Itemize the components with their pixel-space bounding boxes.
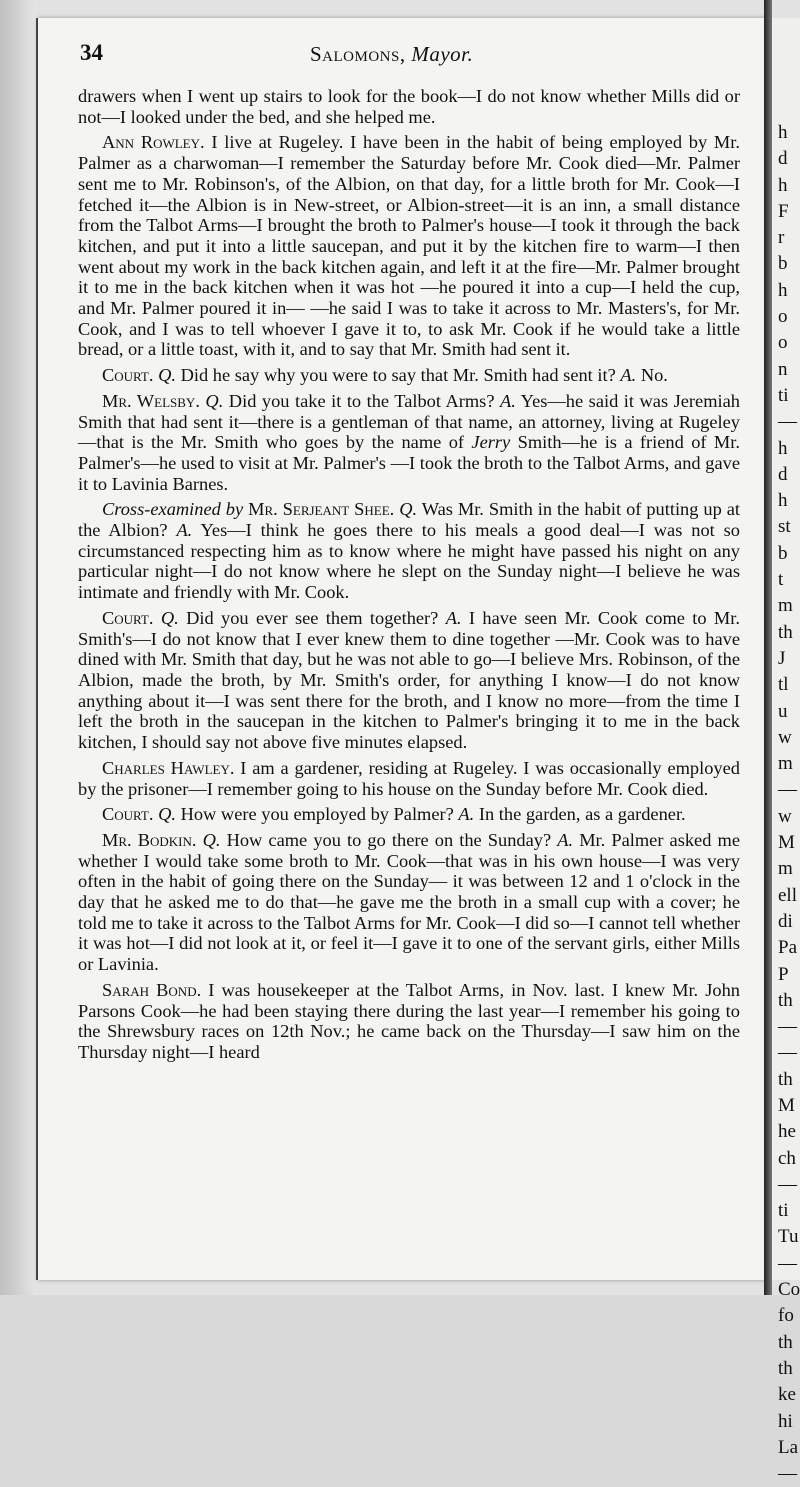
adjacent-page-fragments (772, 120, 800, 1487)
book-gutter-shadow (764, 0, 772, 1295)
adjacent-page-fragment: — (778, 1016, 797, 1038)
question-marker: Q. (160, 607, 179, 628)
adjacent-page-fragment: u (778, 700, 788, 722)
book-spine-edge (0, 0, 36, 1295)
answer-text: Yes—he said it was Jeremiah Smith that had sent it—there is a gentleman of that name, an attorney, living at Rugeley—that is the Mr. Smith who goes by the name of (78, 390, 740, 453)
paragraph-text: I am a gardener, residing at Rugeley. I was occasionally employed by the prisoner—I remember going to his house on the Sunday before Mr. Cook died. (78, 757, 740, 799)
speaker-name: Mr. Welsby. (102, 390, 200, 411)
running-head (310, 42, 473, 67)
running-head-name: Salomons, (310, 42, 406, 66)
speaker-name: Mr. Bodkin. (102, 829, 197, 850)
adjacent-page-fragment: hi (778, 1410, 793, 1432)
adjacent-page-fragment: ch (778, 1147, 796, 1169)
question-text: Was Mr. Smith in the habit of putting up at the Albion? (78, 499, 740, 541)
cross-examined-lead: Cross-examined by (102, 499, 244, 520)
paragraph (78, 980, 740, 1063)
question-marker: Q. (205, 390, 224, 411)
answer-marker: A. (445, 607, 462, 628)
adjacent-page-fragment: d (778, 463, 788, 485)
adjacent-page-fragment: F (778, 200, 789, 222)
adjacent-page-fragment: — (778, 779, 797, 801)
adjacent-page-fragment: M (778, 832, 795, 854)
adjacent-page-fragment: J (778, 647, 786, 669)
adjacent-page-fragment: b (778, 542, 788, 564)
answer-marker: A. (458, 804, 475, 825)
adjacent-page-fragment: th (778, 1331, 793, 1353)
paragraph (78, 86, 740, 127)
adjacent-page-fragment: Co (778, 1279, 800, 1301)
answer-marker: A. (557, 829, 574, 850)
paragraph-text: I live at Rugeley. I have been in the habit of being employed by Mr. Palmer as a charwoman—I remember the Saturday before Mr. Cook died—Mr. Palmer sent me to Mr. Robinson's, of the Albion, on that day, for a little broth for Mr. Cook—I fetched it—the Albion is in New-street, or Albion-street—it is an inn, a small distance from the Talbot Arms—I brought the broth to Palmer's house—I took it through the back kitchen, and put it into a little saucepan, and put it by the kitchen fire to warm—I then went about my work in the back kitchen again, and left it at the fire—Mr. Palmer brought it to me in the back kitchen when it was hot —he poured it into a cup—I held the cup, and Mr. Palmer poured it in— —he said I was to take it across to Mr. Masters's, for Mr. Cook, and I was to tell whoever I gave it to, to ask Mr. Cook if he would take a little bread, or a little toast, with it, and to say that Mr. Smith had sent it. (78, 132, 740, 360)
question-text: Did he say why you were to say that Mr. Smith had sent it? (175, 365, 616, 386)
adjacent-page-fragment: m (778, 753, 793, 775)
adjacent-page-fragment: th (778, 621, 793, 643)
adjacent-page-fragment: th (778, 1357, 793, 1379)
adjacent-page-fragment: ke (778, 1384, 796, 1406)
adjacent-page-fragment: — (778, 1252, 797, 1274)
answer-text-continued: Smith—he is a friend of Mr. Palmer's—he used to visit at Mr. Palmer's —I took the broth to the Talbot Arms, and gave it to Lavinia Barnes. (78, 432, 740, 494)
speaker-name: Court. (102, 804, 154, 825)
speaker-name: Sarah Bond. (102, 979, 202, 1000)
speaker-name: Charles Hawley. (102, 757, 235, 778)
page-number: 34 (80, 40, 103, 65)
question-text: How were you employed by Palmer? (175, 804, 454, 825)
paragraph (78, 391, 740, 495)
adjacent-page-fragment: La (778, 1436, 799, 1458)
answer-text: I have seen Mr. Cook come to Mr. Smith's—I do not know that I ever knew them to dine together —Mr. Cook was to have dined with Mr. Smith that day, but he was not able to go—I believe Mrs. Robinson, of the Albion, made the broth, by Mr. Smith's order, for anything I know—I do not know anything about it—I was sent there for the broth, and I know no more—from the time I left the broth in the saucepan in the kitchen to Palmer's bringing it to me in the back kitchen, I should say not above five minutes elapsed. (78, 607, 740, 753)
answer-marker: A. (620, 365, 637, 386)
adjacent-page-fragment: th (778, 1068, 793, 1090)
answer-marker: A. (176, 520, 193, 541)
answer-text: Yes—I think he goes there to his meals a good deal—I was not so circumstanced respecting him as to know where he might have passed his night on any particular night—I do not know where he slept on the Sunday night—I believe he was intimate and friendly with Mr. Cook. (78, 520, 740, 603)
adjacent-page-fragment: h (778, 490, 788, 512)
adjacent-page-fragment: ti (778, 1200, 789, 1222)
adjacent-page-fragment: Pa (778, 937, 797, 959)
speaker-name: Mr. Serjeant Shee. (248, 499, 395, 520)
adjacent-page-fragment: r (778, 227, 785, 249)
answer-text: In the garden, as a gardener. (474, 804, 686, 825)
adjacent-page-fragment: m (778, 595, 793, 617)
answer-marker: A. (500, 390, 516, 411)
answer-text: Mr. Palmer asked me whether I would take some broth to Mr. Cook—that was in his own house—I was very often in the habit of going there on the Sunday— it was between 12 and 1 o'clock in the day that he asked me to do that—he gave me the broth in a small cup with a cover; he told me to take it across to the Talbot Arms for Mr. Cook—I did so—I cannot tell whether it was hot—I did not look at it, or feel it—I gave it to one of the servant girls, either Mills or Lavinia. (78, 829, 740, 975)
adjacent-page-fragment: d (778, 148, 788, 170)
paragraph (78, 608, 740, 753)
adjacent-page-fragment: w (778, 726, 792, 748)
adjacent-page-fragment: w (778, 805, 792, 827)
body-text (78, 86, 740, 1068)
adjacent-page-fragment: b (778, 253, 788, 275)
question-marker: Q. (202, 829, 221, 850)
adjacent-page-fragment: — (778, 1042, 797, 1064)
italic-name: Jerry (471, 432, 511, 453)
answer-text: No. (636, 365, 668, 386)
adjacent-page-fragment: o (778, 306, 788, 328)
question-text: Did you take it to the Talbot Arms? (223, 390, 495, 411)
adjacent-page-fragment: Tu (778, 1226, 799, 1248)
adjacent-page-fragment: P (778, 963, 789, 985)
paragraph (78, 365, 740, 386)
adjacent-page-fragment: ell (778, 884, 797, 906)
adjacent-page-fragment: m (778, 858, 793, 880)
adjacent-page-fragment: h (778, 437, 788, 459)
adjacent-page-fragment: — (778, 411, 797, 433)
paragraph-text: I was housekeeper at the Talbot Arms, in Nov. last. I knew Mr. John Parsons Cook—he had been staying there during the last year—I remember his going to the Shrewsbury races on 12th Nov.; he came back on the Thursday—I saw him on the Thursday night—I heard (78, 979, 740, 1062)
page-header (80, 40, 690, 70)
question-marker: Q. (399, 499, 418, 520)
question-text: Did you ever see them together? (178, 607, 439, 628)
adjacent-page-fragment: — (778, 1173, 797, 1195)
question-marker: Q. (158, 804, 176, 825)
adjacent-page-fragment: h (778, 122, 788, 143)
paragraph-text: drawers when I went up stairs to look for the book—I do not know whether Mills did or not—I looked under the bed, and she helped me. (78, 86, 740, 127)
adjacent-page-fragment: tl (778, 674, 789, 696)
question-marker: Q. (158, 365, 176, 386)
paragraph (78, 804, 740, 825)
adjacent-page-fragment: M (778, 1094, 795, 1116)
running-head-title: Mayor. (411, 42, 474, 66)
adjacent-page-fragment: he (778, 1121, 796, 1143)
adjacent-page-fragment: di (778, 910, 793, 932)
speaker-name: Court. (102, 607, 154, 628)
paragraph (78, 132, 740, 360)
adjacent-page-fragment: ti (778, 384, 789, 406)
adjacent-page-fragment: h (778, 174, 788, 196)
paragraph (78, 758, 740, 799)
paragraph (78, 499, 740, 603)
adjacent-page-fragment: fo (778, 1305, 794, 1327)
speaker-name: Court. (102, 365, 154, 386)
adjacent-page-fragment: — (778, 1463, 797, 1485)
adjacent-page-edge (772, 18, 800, 1485)
adjacent-page-fragment: o (778, 332, 788, 354)
adjacent-page-fragment: st (778, 516, 791, 538)
speaker-name: Ann Rowley. (102, 132, 205, 153)
adjacent-page-fragment: th (778, 989, 793, 1011)
adjacent-page-fragment: h (778, 279, 788, 301)
question-text: How came you to go there on the Sunday? (220, 829, 552, 850)
adjacent-page-fragment: t (778, 569, 784, 591)
paragraph (78, 830, 740, 975)
adjacent-page-fragment: n (778, 358, 788, 380)
